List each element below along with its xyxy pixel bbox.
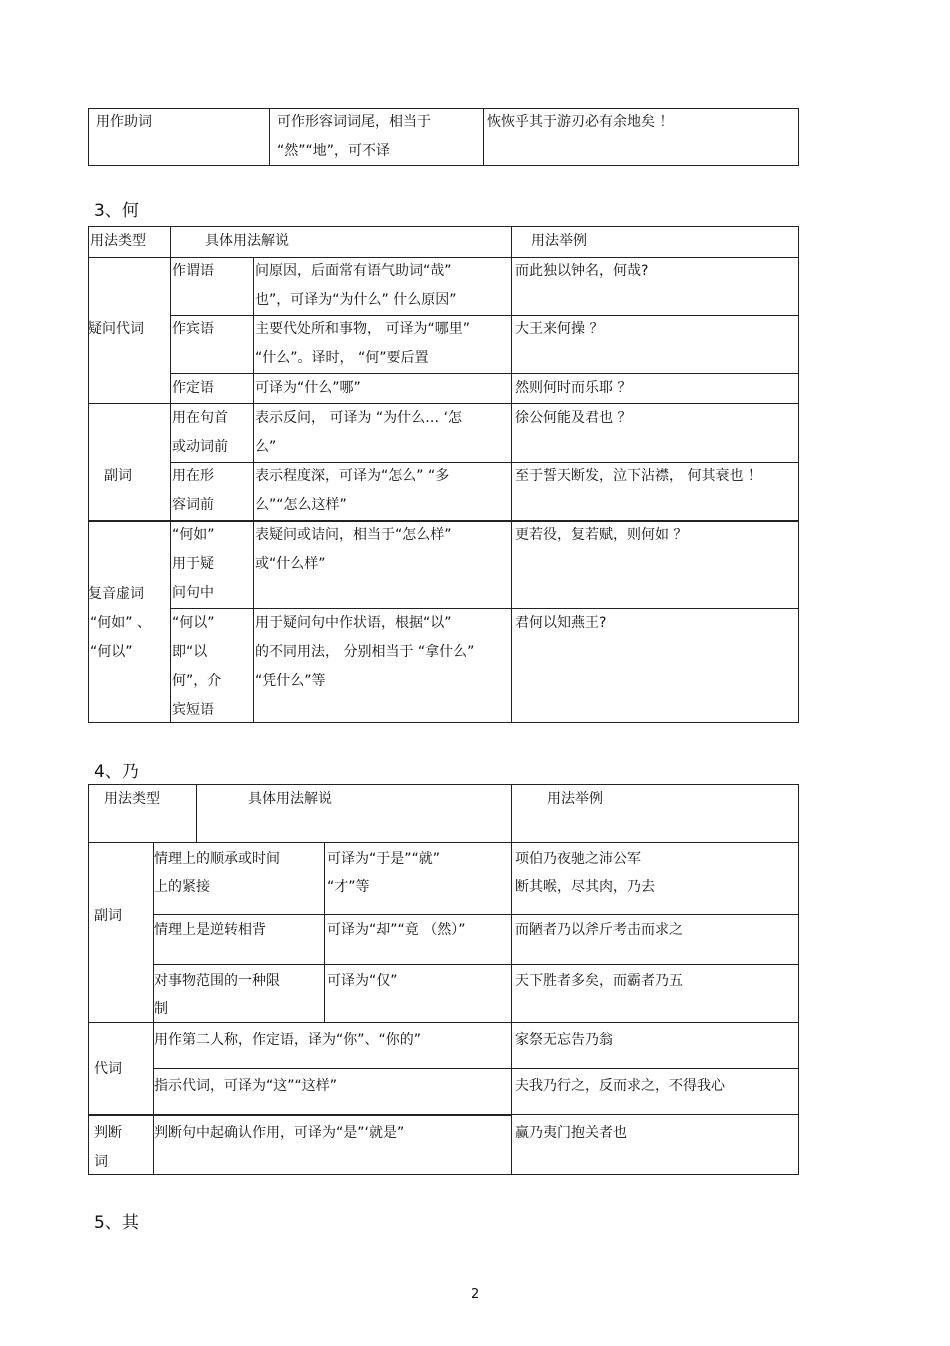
example-cell: 徐公何能及君也 ？ [515,410,632,426]
sub-usage: 何”，介 [172,673,222,689]
sub-usage: 情理上的顺承或时间 [154,851,280,867]
explanation-line: 主要代处所和事物， 可译为“哪里” [255,321,470,337]
group-type-label: 代词 [94,1061,122,1077]
explanation-line: 可译为“什么”哪” [255,380,361,396]
group-type-label: 副词 [94,908,122,924]
group-type-label: 疑问代词 [88,321,144,337]
explanation-line: 表示程度深，可译为“怎么” “多 [255,468,450,484]
header-examples: 用法举例 [547,791,603,807]
example-cell: 而此独以钟名，何哉? [515,263,649,279]
explanation-line: 或“什么样” [255,556,326,572]
example-cell: 恢恢乎其于游刃必有余地矣 ！ [487,114,674,130]
group-type-label: 副词 [104,468,132,484]
example-cell: 夫我乃行之，反而求之，不得我心 [515,1078,725,1094]
sub-usage: 用于疑 [172,556,214,572]
sub-usage: 作宾语 [172,321,214,337]
sub-usage: 即“以 [172,644,208,660]
explanation-line: 的不同用法， 分别相当于 “拿什么” [255,644,475,660]
header-explanation: 具体用法解说 [205,233,289,249]
example-cell: 而陋者乃以斧斤考击而求之 [515,922,683,938]
explanation-line: “凭什么”等 [255,673,326,689]
explanation-line: 指示代词，可译为“这”“这样” [154,1078,338,1094]
explanation-line: 用作第二人称，作定语，译为“你”、“你的” [154,1032,422,1048]
explanation-line: 判断句中起确认作用，可译为“是”‘就是” [154,1125,405,1141]
explanation-line: “才”等 [327,879,370,895]
explanation-line: 用于疑问句中作状语，根据“以” [255,615,452,631]
sub-usage: “何如” [172,527,215,543]
example-cell: 赢乃夷门抱关者也 [515,1125,627,1141]
explanation-line: 问原因，后面常有语气助词“哉” [255,263,452,279]
section-heading-3: 3、何 [94,201,139,221]
example-cell: 项伯乃夜驰之沛公军 [515,851,641,867]
section-heading-4: 4、乃 [94,762,139,782]
sub-usage: 用在形 [172,468,214,484]
sub-usage: 上的紧接 [154,879,210,895]
example-cell: 大王来何操 ？ [515,321,604,337]
sub-usage: 问句中 [172,585,214,601]
sub-usage: “何以” [172,615,215,631]
sub-usage: 或动词前 [172,439,228,455]
explanation-line: 表疑问或诘问，相当于“怎么样” [255,527,452,543]
group-type-label: 判断 [94,1125,122,1141]
header-usage-type: 用法类型 [90,233,146,249]
sub-usage: 作定语 [172,380,214,396]
header-explanation: 具体用法解说 [248,791,332,807]
sub-usage: 宾短语 [172,702,214,718]
explanation-line: 也”，可译为“为什么” 什么原因” [255,292,457,308]
example-cell: 然则何时而乐耶 ？ [515,380,632,396]
explanation-line: “什么”。译时， “何”要后置 [255,350,429,366]
explanation-line: 可译为“仅” [327,973,398,989]
usage-type-cell: 用作助词 [96,114,152,130]
header-usage-type: 用法类型 [104,791,160,807]
sub-usage: 作谓语 [172,263,214,279]
group-type-label: 复音虚词 [88,586,144,602]
explanation-line: 可作形容词词尾，相当于 [277,114,431,130]
sub-usage: 情理上是逆转相背 [154,922,266,938]
explanation-line: 么” [255,439,277,455]
sub-usage: 用在句首 [172,410,228,426]
explanation-line: “然”“地”，可不译 [277,143,391,159]
sub-usage: 制 [154,1001,168,1017]
example-cell: 君何以知燕王? [515,615,607,631]
sub-usage: 容词前 [172,497,214,513]
explanation-line: 可译为“却”“竟 （然）” [327,922,466,938]
explanation-line: 么”“怎么这样” [255,497,347,513]
group-type-label: “何以” [90,644,133,660]
section-heading-5: 5、其 [94,1213,139,1233]
group-type-label: “何如” 、 [90,615,151,631]
page-number: 2 [471,1287,480,1302]
example-cell: 更若役，复若赋，则何如 ？ [515,527,688,543]
header-examples: 用法举例 [531,233,587,249]
example-cell: 至于誓天断发，泣下沾襟， 何其衰也 ！ [515,468,762,484]
group-type-label: 词 [94,1154,108,1170]
explanation-line: 可译为“于是”“就” [327,851,441,867]
explanation-line: 表示反问， 可译为 “为什么… ‘怎 [255,410,463,426]
example-cell: 断其喉，尽其肉，乃去 [515,879,655,895]
example-cell: 天下胜者多矣，而霸者乃五 [515,973,683,989]
example-cell: 家祭无忘告乃翁 [515,1032,613,1048]
sub-usage: 对事物范围的一种限 [154,973,280,989]
